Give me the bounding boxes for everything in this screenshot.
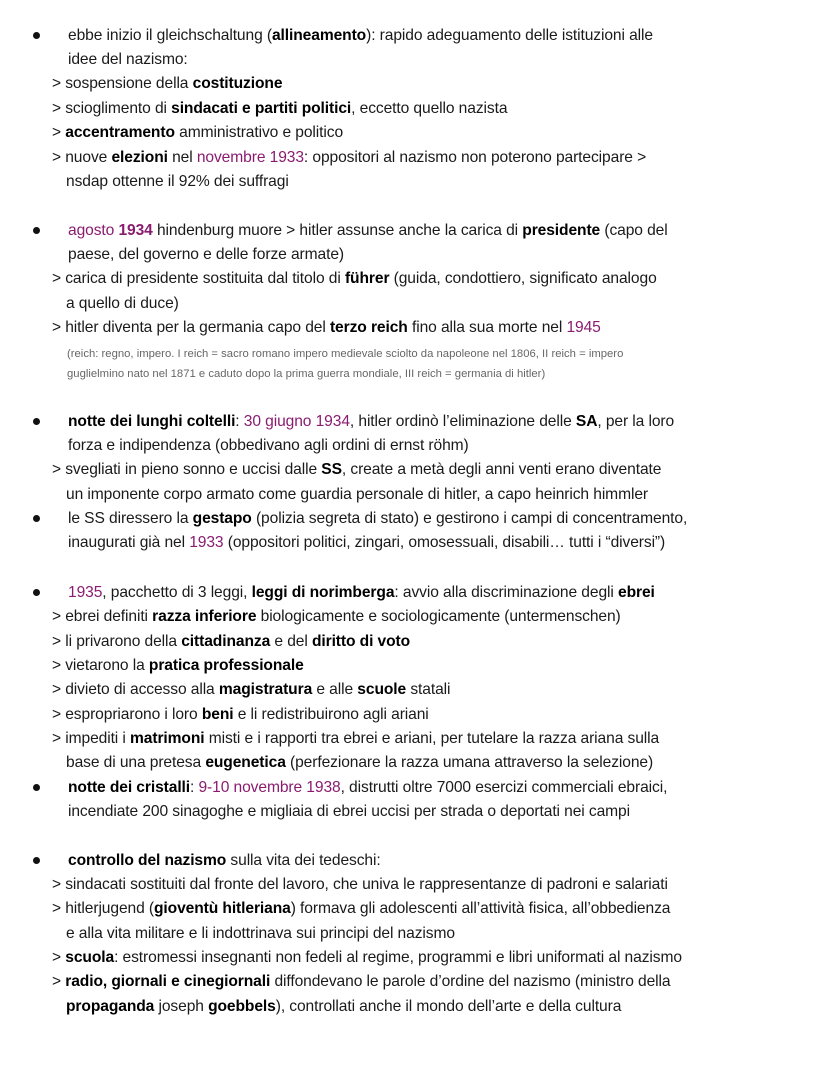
- text-run: > impediti i: [52, 730, 131, 747]
- text-line: [52, 947, 682, 969]
- highlighted-text: agosto: [68, 222, 119, 239]
- bullet-icon: [33, 589, 40, 596]
- text-line: [52, 147, 646, 169]
- text-line: [68, 777, 667, 799]
- text-run: paese, del governo e delle forze armate): [68, 246, 344, 263]
- bullet-icon: [33, 418, 40, 425]
- text-run: amministrativo e politico: [174, 124, 344, 141]
- text-line: [68, 508, 687, 530]
- text-line: [52, 459, 661, 481]
- text-run: (guida, condottiero, significato analogo: [389, 270, 657, 287]
- bold-text: scuola: [65, 949, 115, 966]
- bold-text: scuole: [357, 681, 407, 698]
- text-run: , create a metà degli anni venti erano diventate: [341, 461, 662, 478]
- text-run: (reich: regno, impero. I reich = sacro romano impero medievale sciolto da napoleone nel 1806, II reich = impero: [67, 348, 624, 360]
- text-run: >: [52, 949, 66, 966]
- text-line: [68, 220, 668, 242]
- text-line: [52, 874, 668, 896]
- text-line: [66, 923, 455, 945]
- bold-text: presidente: [522, 222, 601, 239]
- bold-text: terzo reich: [329, 319, 408, 336]
- text-run: > vietarono la: [52, 657, 149, 674]
- text-line: [52, 728, 659, 750]
- bullet-icon: [33, 857, 40, 864]
- text-run: > sospensione della: [52, 75, 193, 92]
- bold-text: beni: [201, 706, 234, 723]
- text-run: incendiate 200 sinagoghe e migliaia di ebrei uccisi per strada o deportati nei campi: [68, 803, 630, 820]
- text-line: [52, 704, 429, 726]
- bold-text: pratica professionale: [148, 657, 304, 674]
- text-run: e del: [270, 633, 312, 650]
- text-run: biologicamente e sociologicamente (untermenschen): [256, 608, 621, 625]
- text-run: > scioglimento di: [52, 100, 172, 117]
- text-run: > sindacati sostituiti dal fronte del lavoro, che univa le rappresentanze di padroni e salariati: [52, 876, 668, 893]
- text-run: >: [52, 124, 66, 141]
- text-line: [68, 532, 665, 554]
- highlighted-text: 1945: [566, 319, 601, 336]
- bold-text: radio, giornali e cinegiornali: [65, 973, 271, 990]
- text-line: [68, 49, 188, 71]
- text-line: [68, 850, 381, 872]
- bold-text: leggi di norimberga: [251, 584, 395, 601]
- text-run: nsdap ottenne il 92% dei suffragi: [66, 173, 289, 190]
- text-run: idee del nazismo:: [68, 51, 188, 68]
- text-run: base di una pretesa: [66, 754, 206, 771]
- text-line: [52, 98, 507, 120]
- bold-text: SS: [321, 461, 342, 478]
- text-line: [68, 25, 653, 47]
- highlighted-text: 9-10 novembre 1938: [198, 779, 341, 796]
- bold-text: elezioni: [111, 149, 168, 166]
- text-run: hindenburg muore > hitler assunse anche la carica di: [152, 222, 523, 239]
- text-run: statali: [406, 681, 451, 698]
- text-run: , hitler ordinò l’eliminazione delle: [349, 413, 576, 430]
- text-run: : avvio alla discriminazione degli: [394, 584, 618, 601]
- text-line: [68, 582, 655, 604]
- bold-text: controllo del nazismo: [68, 852, 227, 869]
- text-run: : oppositori al nazismo non poterono partecipare >: [303, 149, 647, 166]
- bold-text: razza inferiore: [152, 608, 257, 625]
- bold-text: propaganda: [66, 998, 155, 1015]
- highlighted-text: 1934: [118, 222, 153, 239]
- text-line: [66, 171, 289, 193]
- bold-text: gioventù hitleriana: [154, 900, 291, 917]
- bold-text: diritto di voto: [311, 633, 411, 650]
- text-run: :: [190, 779, 199, 796]
- text-line: [68, 801, 630, 823]
- text-run: > li privarono della: [52, 633, 182, 650]
- bullet-icon: [33, 515, 40, 522]
- bold-text: notte dei lunghi coltelli: [68, 413, 236, 430]
- text-run: (capo del: [600, 222, 668, 239]
- bold-text: matrimoni: [130, 730, 205, 747]
- text-run: e alla vita militare e li indottrinava sui principi del nazismo: [66, 925, 455, 942]
- bold-text: allineamento: [271, 27, 367, 44]
- text-line: [68, 411, 674, 433]
- text-line: [52, 898, 670, 920]
- text-line: [68, 435, 469, 457]
- text-line: [66, 293, 179, 315]
- text-run: ), controllati anche il mondo dell’arte e della cultura: [275, 998, 622, 1015]
- text-line: [52, 268, 657, 290]
- text-run: e alle: [312, 681, 358, 698]
- bold-text: goebbels: [208, 998, 276, 1015]
- text-run: , per la loro: [597, 413, 675, 430]
- text-line: [52, 631, 410, 653]
- text-run: > nuove: [52, 149, 112, 166]
- text-run: > hitlerjugend (: [52, 900, 154, 917]
- text-run: le SS diressero la: [68, 510, 193, 527]
- text-line: [52, 317, 601, 339]
- bold-text: accentramento: [65, 124, 175, 141]
- text-line: [52, 73, 282, 95]
- text-run: ) formava gli adolescenti all’attività fisica, all’obbedienza: [290, 900, 671, 917]
- text-run: , distrutti oltre 7000 esercizi commerciali ebraici,: [340, 779, 668, 796]
- text-run: > divieto di accesso alla: [52, 681, 219, 698]
- reich-note: [67, 365, 545, 383]
- text-run: , pacchetto di 3 leggi,: [102, 584, 252, 601]
- text-run: ebbe inizio il gleichschaltung (: [68, 27, 272, 44]
- text-run: > ebrei definiti: [52, 608, 153, 625]
- bold-text: SA: [575, 413, 598, 430]
- text-line: [52, 971, 670, 993]
- text-run: a quello di duce): [66, 295, 179, 312]
- bold-text: eugenetica: [205, 754, 286, 771]
- text-line: [52, 679, 450, 701]
- text-run: misti e i rapporti tra ebrei e ariani, per tutelare la razza ariana sulla: [204, 730, 660, 747]
- bold-text: ebrei: [618, 584, 655, 601]
- highlighted-text: 30 giugno 1934: [243, 413, 350, 430]
- text-run: diffondevano le parole d’ordine del nazismo (ministro della: [270, 973, 671, 990]
- bullet-icon: [33, 784, 40, 791]
- text-run: > svegliati in pieno sonno e uccisi dalle: [52, 461, 322, 478]
- bold-text: costituzione: [192, 75, 283, 92]
- text-run: > hitler diventa per la germania capo del: [52, 319, 330, 336]
- highlighted-text: 1933: [189, 534, 224, 551]
- bullet-icon: [33, 227, 40, 234]
- text-line: [52, 122, 343, 144]
- text-line: [66, 996, 621, 1018]
- text-line: [68, 244, 344, 266]
- bold-text: notte dei cristalli: [68, 779, 191, 796]
- text-run: (perfezionare la razza umana attraverso la selezione): [285, 754, 654, 771]
- text-line: [66, 752, 653, 774]
- reich-note: [67, 345, 623, 363]
- text-run: > carica di presidente sostituita dal titolo di: [52, 270, 345, 287]
- text-run: guglielmino nato nel 1871 e caduto dopo la prima guerra mondiale, III reich = germania di hitler): [67, 368, 546, 380]
- text-run: joseph: [154, 998, 209, 1015]
- text-run: fino alla sua morte nel: [407, 319, 567, 336]
- text-run: inaugurati già nel: [68, 534, 190, 551]
- bold-text: führer: [344, 270, 390, 287]
- text-run: (polizia segreta di stato) e gestirono i campi di concentramento,: [251, 510, 688, 527]
- bold-text: sindacati e partiti politici: [171, 100, 352, 117]
- text-run: un imponente corpo armato come guardia personale di hitler, a capo heinrich himmler: [66, 486, 648, 503]
- text-run: nel: [167, 149, 197, 166]
- text-line: [52, 606, 621, 628]
- text-line: [66, 484, 648, 506]
- text-run: > espropriarono i loro: [52, 706, 202, 723]
- highlighted-text: 1935: [68, 584, 103, 601]
- highlighted-text: novembre 1933: [196, 149, 304, 166]
- text-run: : estromessi insegnanti non fedeli al regime, programmi e libri uniformati al nazismo: [114, 949, 682, 966]
- text-run: sulla vita dei tedeschi:: [226, 852, 381, 869]
- text-run: >: [52, 973, 66, 990]
- bold-text: cittadinanza: [181, 633, 271, 650]
- text-run: (oppositori politici, zingari, omosessuali, disabili… tutti i “diversi”): [223, 534, 666, 551]
- bold-text: gestapo: [192, 510, 252, 527]
- bullet-icon: [33, 32, 40, 39]
- text-run: ): rapido adeguamento delle istituzioni alle: [366, 27, 653, 44]
- text-run: :: [235, 413, 244, 430]
- text-line: [52, 655, 304, 677]
- text-run: forza e indipendenza (obbedivano agli ordini di ernst röhm): [68, 437, 469, 454]
- bold-text: magistratura: [218, 681, 313, 698]
- text-run: , eccetto quello nazista: [351, 100, 508, 117]
- text-run: e li redistribuirono agli ariani: [233, 706, 429, 723]
